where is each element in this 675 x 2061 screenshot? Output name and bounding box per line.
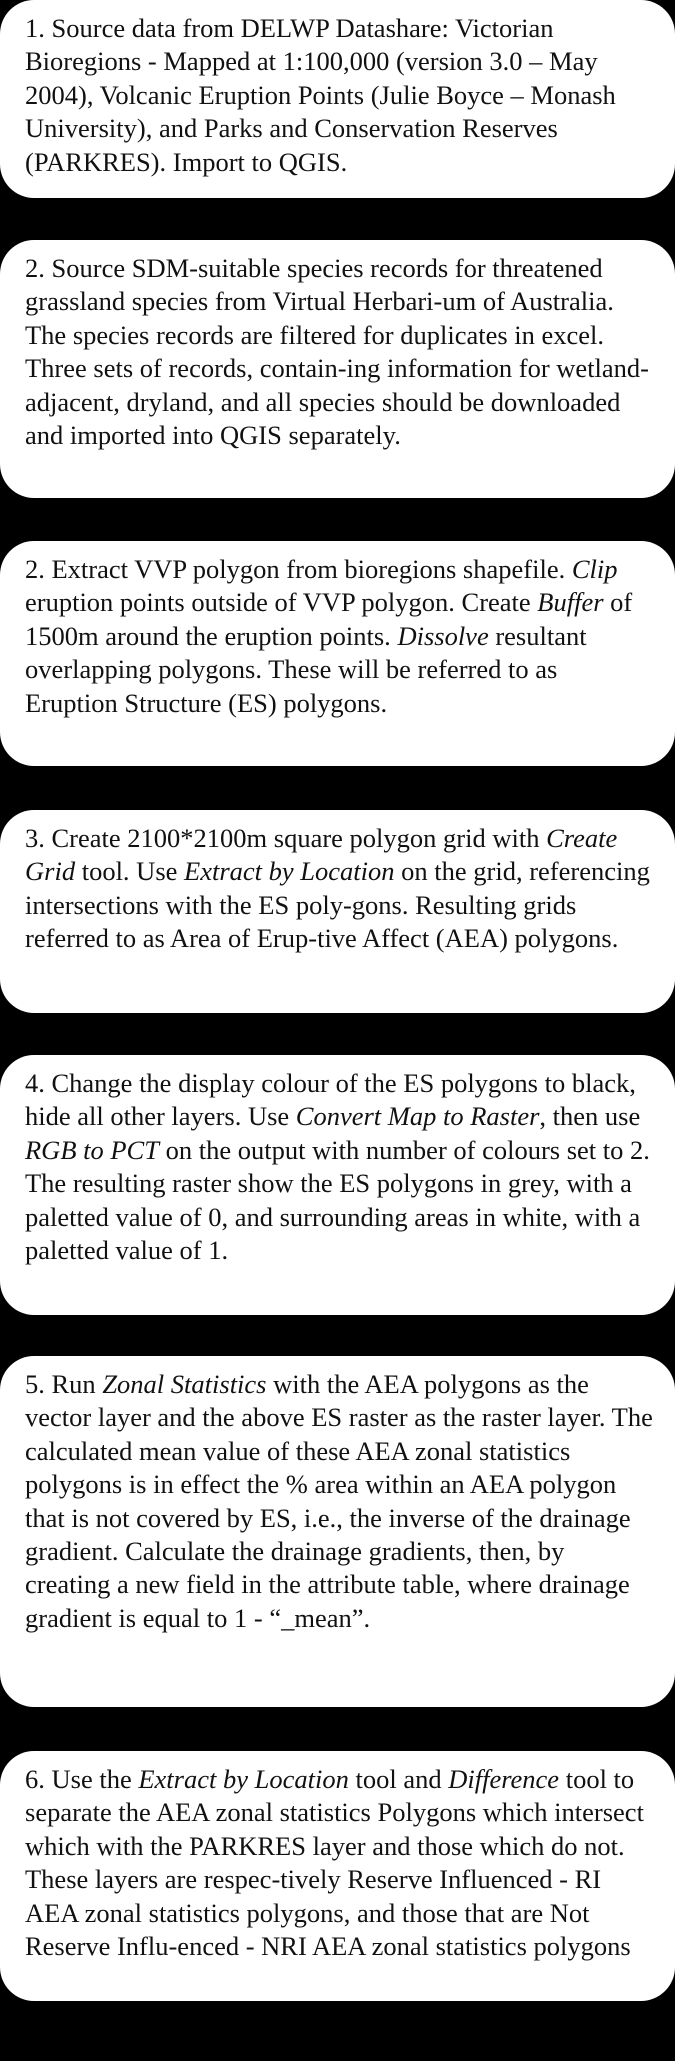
step-text [25,1368,655,1635]
step-1-source-data [0,0,675,198]
step-text-segment: 3. Create 2100*2100m square polygon grid with [25,823,547,853]
step-text-segment: resultant overlapping polygons. These will be referred to as Eruption Structure (ES) polygons. [25,620,587,718]
tool-name: Buffer [537,587,604,618]
step-text-segment: 2. Extract VVP polygon from bioregions shapefile. [25,554,572,584]
tool-name: Create Grid [25,823,618,887]
step-text [25,12,655,179]
step-text-segment: tool to separate the AEA zonal statistics Polygons which intersect which with the PARKRES layer and those which do not. These layers are respec-tively Reserve Influenced - RI AEA zonal statistics polygons, and those that are Not Reserve Influ-enced - NRI AEA zonal statistics polygons [25,1764,644,1962]
step-text-segment: with the AEA polygons as the vector layer and the above ES raster as the raster layer. The calculated mean value of these AEA zonal statistics polygons is in effect the % area within an AEA polygon that is not covered by ES, i.e., the inverse of the drainage gradient. Calculate the drainage gradients, then, by creating a new field in the attribute table, where drainage gradient is equal to 1 - “_mean”. [25,1369,653,1633]
step-text-segment: eruption points outside of VVP polygon. Create [25,587,538,618]
step-text-segment: 1. Source data from DELWP Datashare: Victorian Bioregions - Mapped at 1:100,000 (version 3.0 – May 2004), Volcanic Eruption Points (Julie Boyce – Monash University), and Parks and Conservation Reserves (PARKRES). Import to QGIS. [25,13,616,177]
tool-name: Difference [448,1764,560,1794]
step-2-species-records [0,240,675,498]
step-2-extract-vvp-polygon [0,541,675,766]
step-text-segment: 2. Source SDM-suitable species records for threatened grassland species from Virtual Herbari-um of Australia. The species records are filtered for duplicates in excel. Three sets of records, contain-ing information for wetland-adjacent, dryland, and all species should be downloaded and imported into QGIS separately. [25,253,650,451]
tool-name: Extract by Location [138,1764,349,1794]
step-3-create-grid [0,810,675,1013]
step-5-zonal-statistics [0,1356,675,1707]
step-text-segment: tool and [348,1764,449,1794]
step-text [25,1763,655,1963]
step-6-separate-polygons [0,1751,675,2001]
step-text [25,553,655,720]
step-text-segment: 6. Use the [25,1764,139,1794]
step-text-segment: , then use [539,1101,641,1132]
step-text [25,252,655,452]
tool-name: Dissolve [397,620,489,651]
step-text-segment: 5. Run [25,1369,103,1399]
tool-name: Clip [571,554,618,584]
step-text-segment: tool. Use [75,856,185,887]
step-text-segment: on the output with number of colours set to 2. The resulting raster show the ES polygons in grey, with a paletted value of 0, and surrounding areas in white, with a paletted value of 1. [25,1134,650,1266]
tool-name: Zonal Statistics [102,1369,267,1399]
tool-name: RGB to PCT [25,1134,159,1165]
step-text-segment: 4. Change the display colour of the ES polygons to black, hide all other layers. Use [25,1068,636,1132]
tool-name: Extract by Location [184,856,395,887]
step-text [25,1067,655,1267]
step-4-convert-map-to-raster [0,1055,675,1315]
step-text [25,822,655,956]
tool-name: Convert Map to Raster [295,1101,540,1132]
step-text-segment: on the grid, referencing intersections with the ES poly-gons. Resulting grids referred to as Area of Erup-tive Affect (AEA) polygons. [25,856,650,954]
step-text-segment: of 1500m around the eruption points. [25,587,633,651]
